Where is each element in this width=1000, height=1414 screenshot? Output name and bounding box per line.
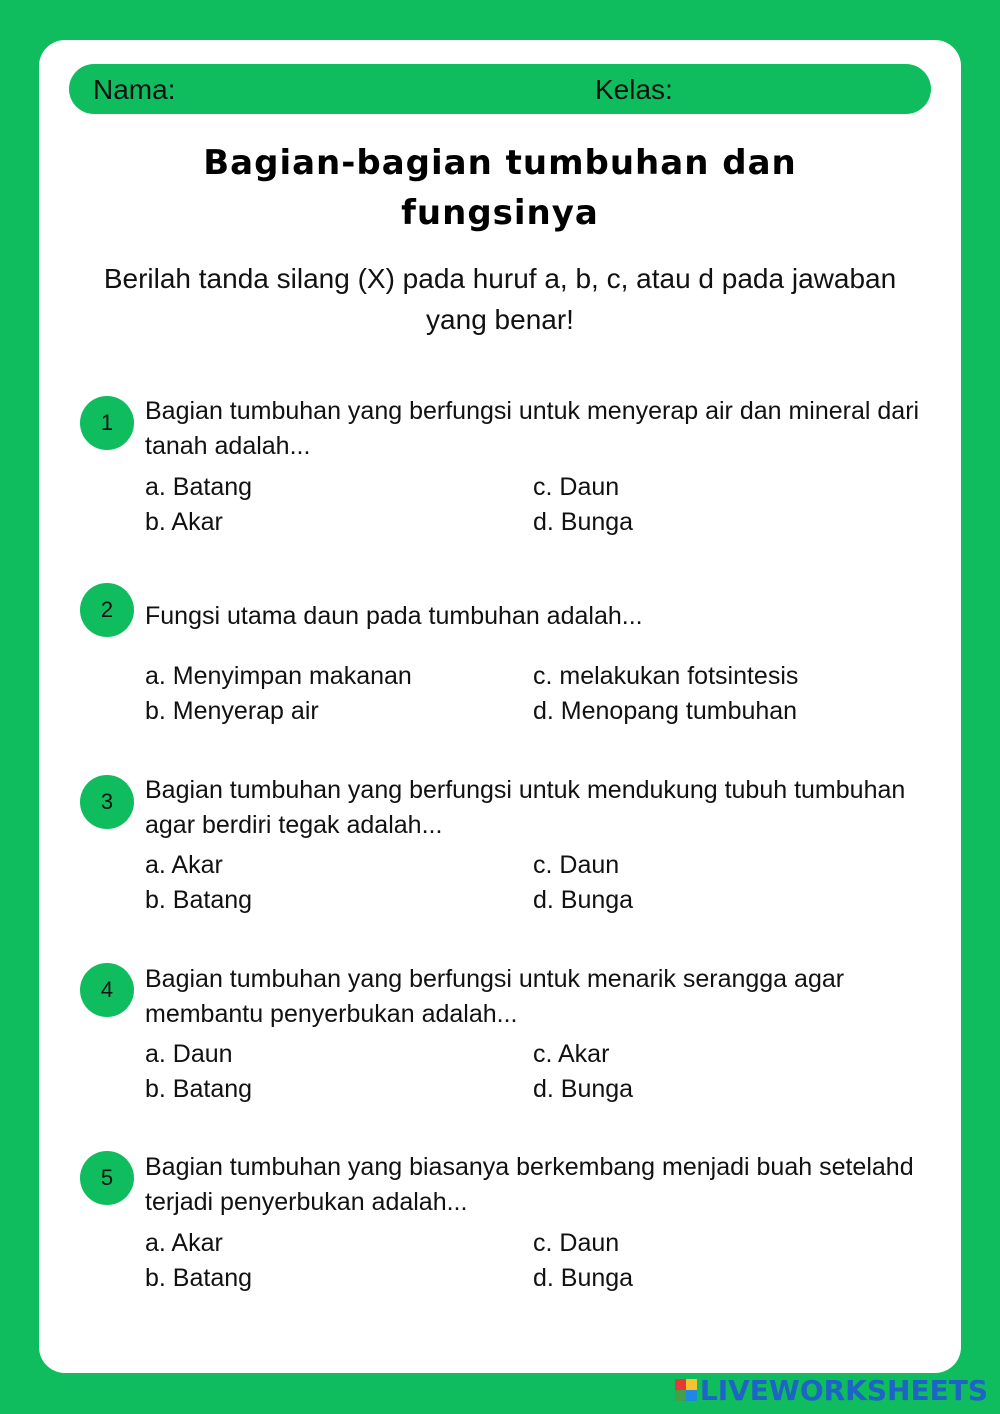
question-4	[39, 960, 961, 1120]
name-class-bar	[69, 64, 931, 114]
question-1	[39, 392, 961, 552]
option-d[interactable]: d. Bunga	[533, 886, 634, 914]
option-a[interactable]: a. Menyimpan makanan	[145, 662, 412, 690]
option-c[interactable]: c. Daun	[533, 473, 620, 501]
option-a[interactable]: a. Batang	[145, 473, 253, 501]
option-a[interactable]: a. Akar	[145, 851, 223, 879]
option-b[interactable]: b. Batang	[145, 1264, 253, 1292]
name-label: Nama:	[93, 74, 176, 105]
worksheet-sheet	[39, 40, 961, 1373]
watermark-text: LIVEWORKSHEETS	[699, 1373, 988, 1407]
question-number-badge: 4	[80, 963, 134, 1017]
option-d[interactable]: d. Menopang tumbuhan	[533, 697, 798, 725]
question-number-badge: 1	[80, 396, 134, 450]
question-number-badge: 5	[80, 1151, 134, 1205]
question-number-badge: 2	[80, 583, 134, 637]
question-text: Bagian tumbuhan yang berfungsi untuk menyerap air dan mineral dari tanah adalah...	[145, 397, 920, 460]
liveworksheets-watermark	[675, 1372, 988, 1408]
question-text: Bagian tumbuhan yang biasanya berkembang menjadi buah setelahd terjadi penyerbukan adalah...	[145, 1153, 914, 1216]
option-b[interactable]: b. Menyerap air	[145, 697, 319, 725]
title-line-1: Bagian-bagian tumbuhan dan	[203, 143, 797, 183]
option-c[interactable]: c. melakukan fotsintesis	[533, 662, 799, 690]
question-5	[39, 1150, 961, 1310]
question-text: Bagian tumbuhan yang berfungsi untuk mendukung tubuh tumbuhan agar berdiri tegak adalah...	[145, 776, 906, 839]
question-2	[39, 583, 961, 743]
question-text: Bagian tumbuhan yang berfungsi untuk menarik serangga agar membantu penyerbukan adalah...	[145, 965, 845, 1028]
option-a[interactable]: a. Daun	[145, 1040, 233, 1068]
logo-square-green	[675, 1390, 686, 1401]
option-d[interactable]: d. Bunga	[533, 1264, 634, 1292]
logo-square-yellow	[686, 1379, 697, 1390]
worksheet-title	[39, 138, 961, 238]
question-text: Fungsi utama daun pada tumbuhan adalah...	[145, 602, 643, 630]
class-label: Kelas:	[595, 74, 673, 105]
liveworksheets-logo-icon	[675, 1379, 697, 1401]
question-number-badge: 3	[80, 775, 134, 829]
option-b[interactable]: b. Batang	[145, 886, 253, 914]
option-c[interactable]: c. Akar	[533, 1040, 610, 1068]
option-c[interactable]: c. Daun	[533, 1229, 620, 1257]
option-b[interactable]: b. Akar	[145, 508, 223, 536]
logo-square-red	[675, 1379, 686, 1390]
question-3	[39, 771, 961, 931]
instruction-text: Berilah tanda silang (X) pada huruf a, b, c, atau d pada jawaban yang benar!	[103, 263, 897, 335]
title-line-2: fungsinya	[401, 193, 599, 233]
logo-square-blue	[686, 1390, 697, 1401]
option-c[interactable]: c. Daun	[533, 851, 620, 879]
option-b[interactable]: b. Batang	[145, 1075, 253, 1103]
option-d[interactable]: d. Bunga	[533, 1075, 634, 1103]
option-d[interactable]: d. Bunga	[533, 508, 634, 536]
option-a[interactable]: a. Akar	[145, 1229, 223, 1257]
